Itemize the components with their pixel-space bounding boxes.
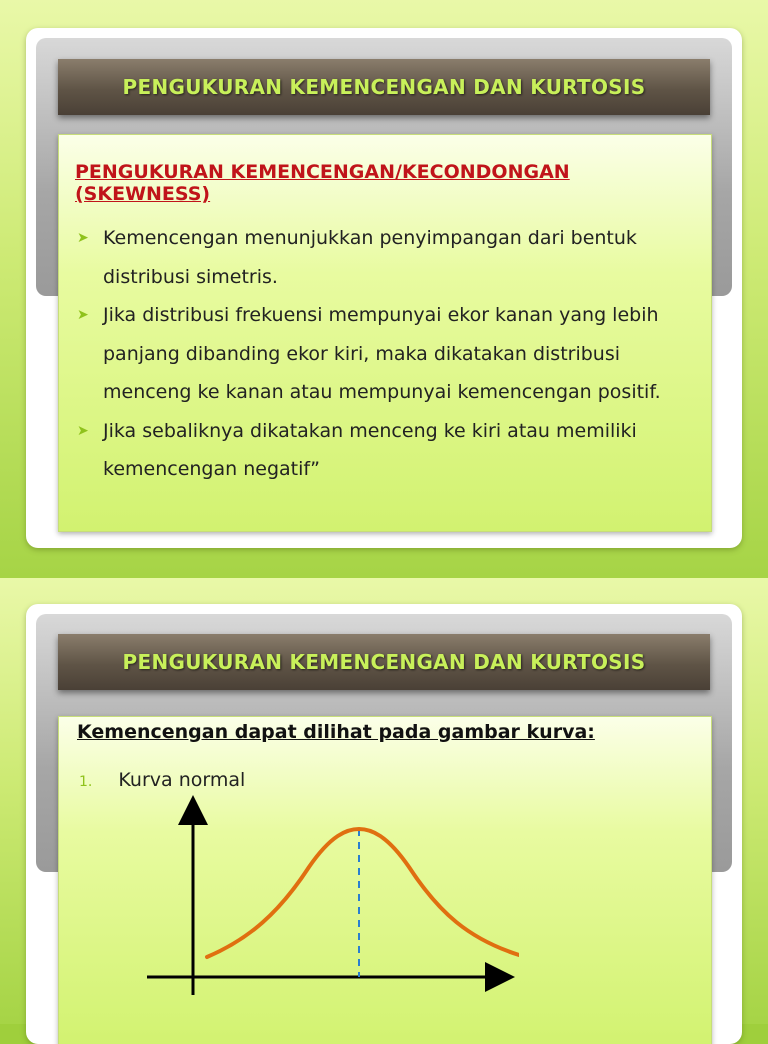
normal-curve: [207, 829, 519, 957]
slide-1: [26, 28, 742, 548]
arrowhead-right-icon: ➤: [77, 307, 89, 323]
slide-2: [26, 604, 742, 1044]
list-item: [75, 412, 705, 489]
arrowhead-right-icon: ➤: [77, 422, 89, 439]
slide-2-content: [58, 716, 712, 1044]
bullet-text: Jika sebaliknya dikatakan menceng ke kiri atau memiliki kemencengan negatif”: [103, 419, 637, 480]
slide-2-title-bar: [58, 634, 710, 690]
bullet-text: Jika distribusi frekuensi mempunyai ekor kanan yang lebih panjang dibanding ekor kiri, maka dikatakan distribusi menceng ke kanan atau mempunyai kemencengan positif.: [103, 304, 661, 403]
bullet-list: [75, 219, 705, 489]
slide-2-title: PENGUKURAN KEMENCENGAN DAN KURTOSIS: [122, 650, 646, 674]
slide-1-content: [58, 134, 712, 532]
curve-subtitle: Kemencengan dapat dilihat pada gambar kurva:: [77, 721, 595, 743]
list-item-label: Kurva normal: [118, 769, 246, 791]
normal-curve-figure: [119, 787, 519, 997]
arrowhead-right-icon: ➤: [77, 230, 89, 246]
list-number: 1.: [79, 774, 93, 790]
list-item: [75, 296, 705, 412]
slide-1-title: PENGUKURAN KEMENCENGAN DAN KURTOSIS: [122, 75, 646, 99]
slide-1-title-bar: [58, 59, 710, 115]
list-item: [75, 219, 705, 296]
section-title: PENGUKURAN KEMENCENGAN/KECONDONGAN (SKEWNESS): [75, 161, 570, 205]
bullet-text: Kemencengan menunjukkan penyimpangan dari bentuk distribusi simetris.: [103, 227, 637, 288]
